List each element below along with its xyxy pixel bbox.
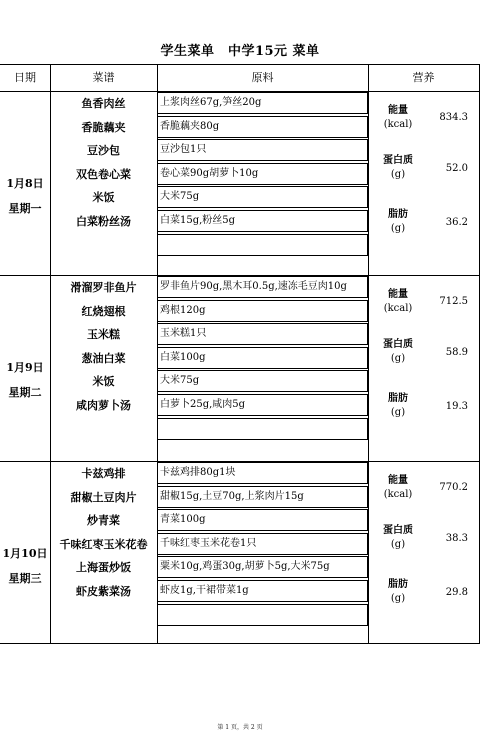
fat-label-unit: (g)	[390, 223, 406, 234]
energy-label-unit: (kcal)	[383, 303, 413, 314]
protein-label-unit: (g)	[390, 169, 406, 180]
day-weekday: 星期一	[8, 202, 42, 215]
dish-name: 葱油白菜	[81, 351, 126, 365]
ingredient-text: 白萝卜25g,咸肉5g	[160, 399, 246, 410]
ingredient-text: 青菜100g	[160, 514, 206, 526]
fat-label-unit: (g)	[390, 407, 406, 418]
protein-value: 52.0	[445, 163, 468, 174]
dish-name: 滑溜罗非鱼片	[70, 281, 137, 294]
ingredient-text: 千味红枣玉米花卷1只	[160, 537, 257, 549]
ingredient-cell	[157, 418, 368, 440]
protein-label-unit: (g)	[390, 353, 406, 364]
ingredient-text: 香脆藕夹80g	[160, 120, 220, 132]
fat-label-text: 脂肪	[388, 209, 408, 220]
protein-label-unit: (g)	[390, 539, 406, 550]
energy-value: 770.2	[439, 482, 468, 493]
header-nutrition: 营养	[412, 71, 435, 84]
ingredient-cell	[157, 234, 368, 256]
energy-label-text: 能量	[388, 105, 408, 116]
ingredient-text: 大米75g	[160, 191, 200, 203]
header-menu: 菜谱	[92, 71, 115, 84]
energy-value: 712.5	[439, 296, 468, 307]
energy-label	[372, 474, 424, 502]
fat-label-text: 脂肪	[388, 393, 408, 404]
fat-value: 36.2	[445, 217, 468, 228]
energy-label	[372, 104, 424, 132]
dish-name: 双色卷心菜	[76, 167, 131, 181]
protein-value: 58.9	[445, 347, 468, 358]
energy-label-unit: (kcal)	[383, 489, 413, 500]
ingredient-text: 大米75g	[160, 375, 200, 387]
dish-name: 卡兹鸡排	[81, 467, 126, 480]
ingredient-text: 罗非鱼片90g,黑木耳0.5g,速冻毛豆肉10g	[160, 281, 347, 292]
dish-name: 白菜粉丝汤	[76, 215, 131, 228]
header-ingredients: 原料	[251, 71, 274, 84]
ingredient-cell	[157, 604, 368, 626]
ingredient-text: 鸡根120g	[160, 304, 206, 316]
dish-name: 炒青菜	[87, 514, 120, 528]
dish-name: 咸肉萝卜汤	[76, 399, 131, 412]
protein-label-text: 蛋白质	[383, 155, 413, 166]
protein-label-text: 蛋白质	[383, 525, 413, 536]
protein-label	[372, 154, 424, 182]
ingredient-text: 卷心菜90g胡萝卜10g	[160, 167, 259, 179]
ingredient-text: 粟米10g,鸡蛋30g,胡萝卜5g,大米75g	[160, 561, 330, 573]
ingredient-text: 白菜15g,粉丝5g	[160, 215, 236, 226]
protein-label	[372, 338, 424, 366]
energy-label	[372, 288, 424, 316]
dish-name: 红烧翅根	[81, 304, 126, 318]
fat-label-unit: (g)	[390, 593, 406, 604]
fat-label	[372, 208, 424, 236]
column-divider	[368, 65, 369, 643]
dish-name: 甜椒土豆肉片	[70, 490, 137, 504]
fat-label	[372, 392, 424, 420]
ingredient-text: 豆沙包1只	[160, 144, 207, 156]
dish-name: 玉米糕	[87, 328, 120, 342]
energy-label-text: 能量	[388, 289, 408, 300]
energy-value: 834.3	[439, 112, 468, 123]
ingredient-text: 玉米糕1只	[160, 328, 207, 340]
dish-name: 上海蛋炒饭	[76, 561, 131, 575]
day-weekday: 星期三	[8, 572, 42, 585]
protein-label-text: 蛋白质	[383, 339, 413, 350]
day-date: 1月9日	[6, 361, 44, 374]
fat-label-text: 脂肪	[388, 579, 408, 590]
protein-value: 38.3	[445, 533, 468, 544]
energy-label-unit: (kcal)	[383, 119, 413, 130]
page-footer: 第 1 页，共 2 页	[217, 724, 263, 731]
protein-label	[372, 524, 424, 552]
day-weekday: 星期二	[8, 386, 42, 399]
dish-name: 鱼香肉丝	[81, 97, 126, 110]
fat-label	[372, 578, 424, 606]
fat-value: 29.8	[445, 587, 468, 598]
dish-name: 米饭	[92, 191, 115, 205]
header-date: 日期	[14, 71, 36, 84]
dish-name: 豆沙包	[87, 144, 120, 158]
fat-value: 19.3	[445, 401, 468, 412]
ingredient-text: 上浆肉丝67g,笋丝20g	[160, 97, 262, 108]
dish-name: 米饭	[92, 375, 115, 389]
dish-name: 虾皮紫菜汤	[76, 585, 131, 598]
energy-label-text: 能量	[388, 475, 408, 486]
page-title: 学生菜单 中学15元 菜单	[160, 44, 320, 59]
ingredient-text: 白菜100g	[160, 351, 206, 363]
ingredient-text: 虾皮1g,干裙带菜1g	[160, 585, 249, 596]
ingredient-text: 甜椒15g,土豆70g,上浆肉片15g	[160, 490, 304, 502]
day-date: 1月8日	[6, 177, 44, 190]
dish-name: 香脆藕夹	[81, 120, 126, 134]
day-date: 1月10日	[2, 547, 48, 560]
dish-name: 千味红枣玉米花卷	[59, 537, 148, 551]
ingredient-text: 卡兹鸡排80g1块	[160, 467, 236, 478]
